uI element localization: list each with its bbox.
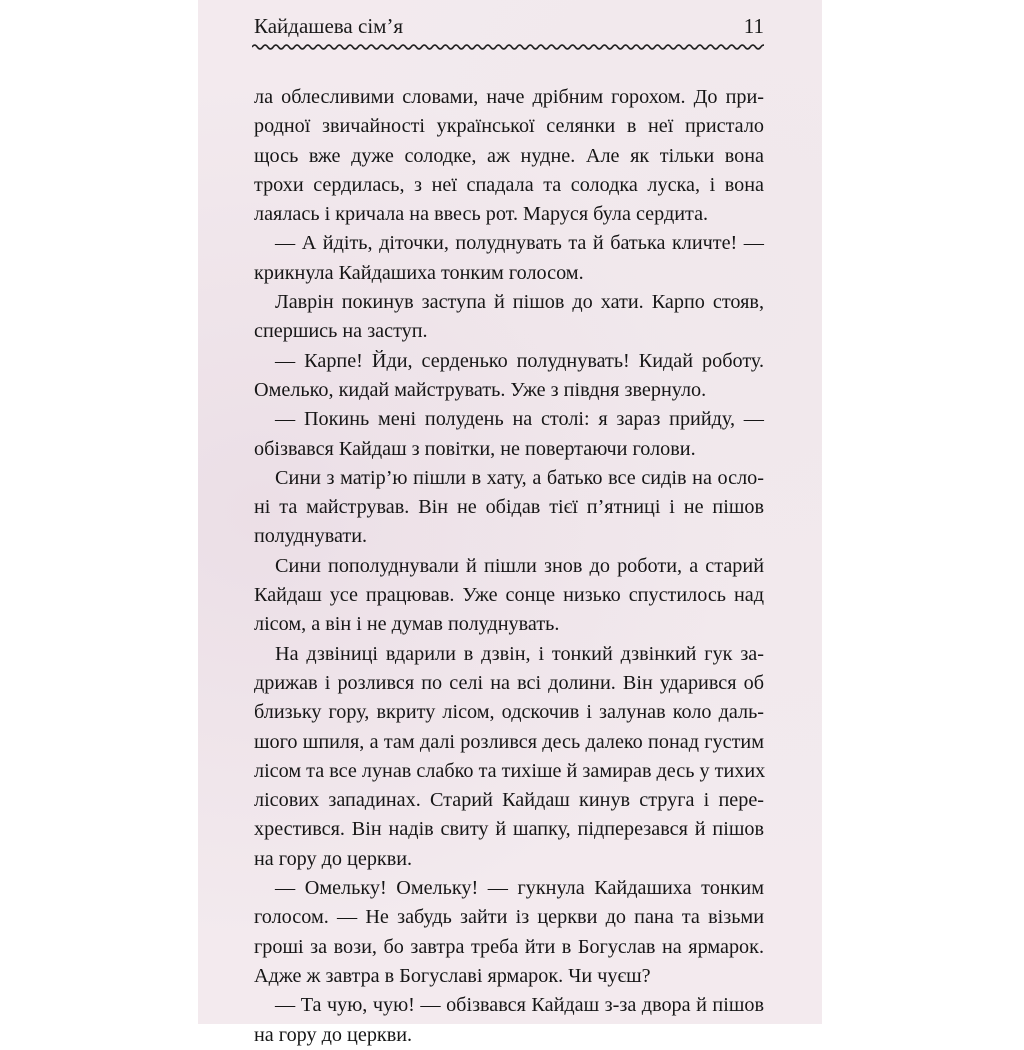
text-line: Омелько, кидай майструвать. Уже з півдня звернуло.: [254, 378, 707, 401]
text-line: обізвався Кайдаш з повітки, не повертаючи голови.: [254, 437, 696, 460]
text-line: лаялась і кричала на ввесь рот. Маруся була сердита.: [254, 203, 709, 226]
text-line: — Омельку! Омельку! — гукнула Кайдашиха тонким: [275, 877, 764, 900]
text-line: лісом, а він і не думав полуднувать.: [254, 613, 560, 636]
text-line: на гору до церкви.: [254, 1023, 413, 1046]
text-line: На дзвіниці вдарили в дзвін, і тонкий дзвінкий гук за-: [275, 642, 764, 665]
text-line: — Покинь мені полудень на столі: я зараз прийду, —: [275, 408, 764, 431]
text-line: трохи сердилась, з неї спадала та солодка луска, і вона: [254, 173, 764, 196]
text-line: лісових западинах. Старий Кайдаш кинув струга і пере-: [254, 789, 764, 812]
text-line: Сини з матір’ю пішли в хату, а батько все сидів на осло-: [275, 466, 764, 489]
text-line: близьку гору, вкриту лісом, одскочив і залунав коло даль-: [254, 701, 764, 724]
book-page: [198, 0, 822, 1046]
text-line: — Та чую, чую! — обізвався Кайдаш з-за двора й пішов: [275, 994, 764, 1017]
text-line: лісом та все лунав слабко та тихіше й замирав десь у тихих: [254, 759, 766, 782]
text-line: — Карпе! Йди, серденько полуднувать! Кидай роботу.: [275, 349, 764, 372]
text-line: на гору до церкви.: [254, 847, 413, 870]
text-line: Сини пополуднували й пішли знов до роботи, а старий: [275, 554, 764, 577]
text-line: Кайдаш усе працював. Уже сонце низько спустилось над: [254, 584, 764, 607]
text-line: ні та майстрував. Він не обідав тієї п’ятниці і не пішов: [254, 496, 764, 519]
text-line: полуднувати.: [254, 525, 368, 548]
text-line: гроші за вози, бо завтра треба йти в Богуслав на ярмарок.: [254, 935, 764, 958]
text-line: голосом. — Не забудь зайти із церкви до пана та візьми: [254, 906, 764, 929]
text-line: хрестився. Він надів свиту й шапку, підперезався й пішов: [254, 818, 764, 841]
book-title: Кайдашева сім’я: [254, 14, 404, 38]
text-line: крикнула Кайдашиха тонким голосом.: [254, 261, 584, 284]
text-line: щось вже дуже солодке, аж нудне. Але як тільки вона: [254, 144, 764, 167]
text-line: Адже ж завтра в Богуславі ярмарок. Чи чуєш?: [254, 964, 651, 987]
text-line: шого шпиля, а там далі розлився десь далеко понад густим: [254, 730, 764, 753]
wavy-rule-divider: [252, 41, 764, 53]
text-line: спершись на заступ.: [254, 320, 428, 343]
running-head: [254, 14, 764, 44]
text-line: — А йдіть, діточки, полуднувать та й батька кличте! —: [275, 232, 764, 255]
text-line: Лаврін покинув заступа й пішов до хати. Карпо стояв,: [275, 291, 764, 314]
body-text: [254, 83, 764, 1050]
page-number: 11: [743, 14, 764, 38]
text-line: дрижав і розлився по селі на всі долини. Він ударився об: [254, 671, 764, 694]
text-line: ла облесливими словами, наче дрібним горохом. До при-: [254, 86, 764, 108]
text-line: родної звичайності української селянки в неї пристало: [254, 115, 764, 138]
